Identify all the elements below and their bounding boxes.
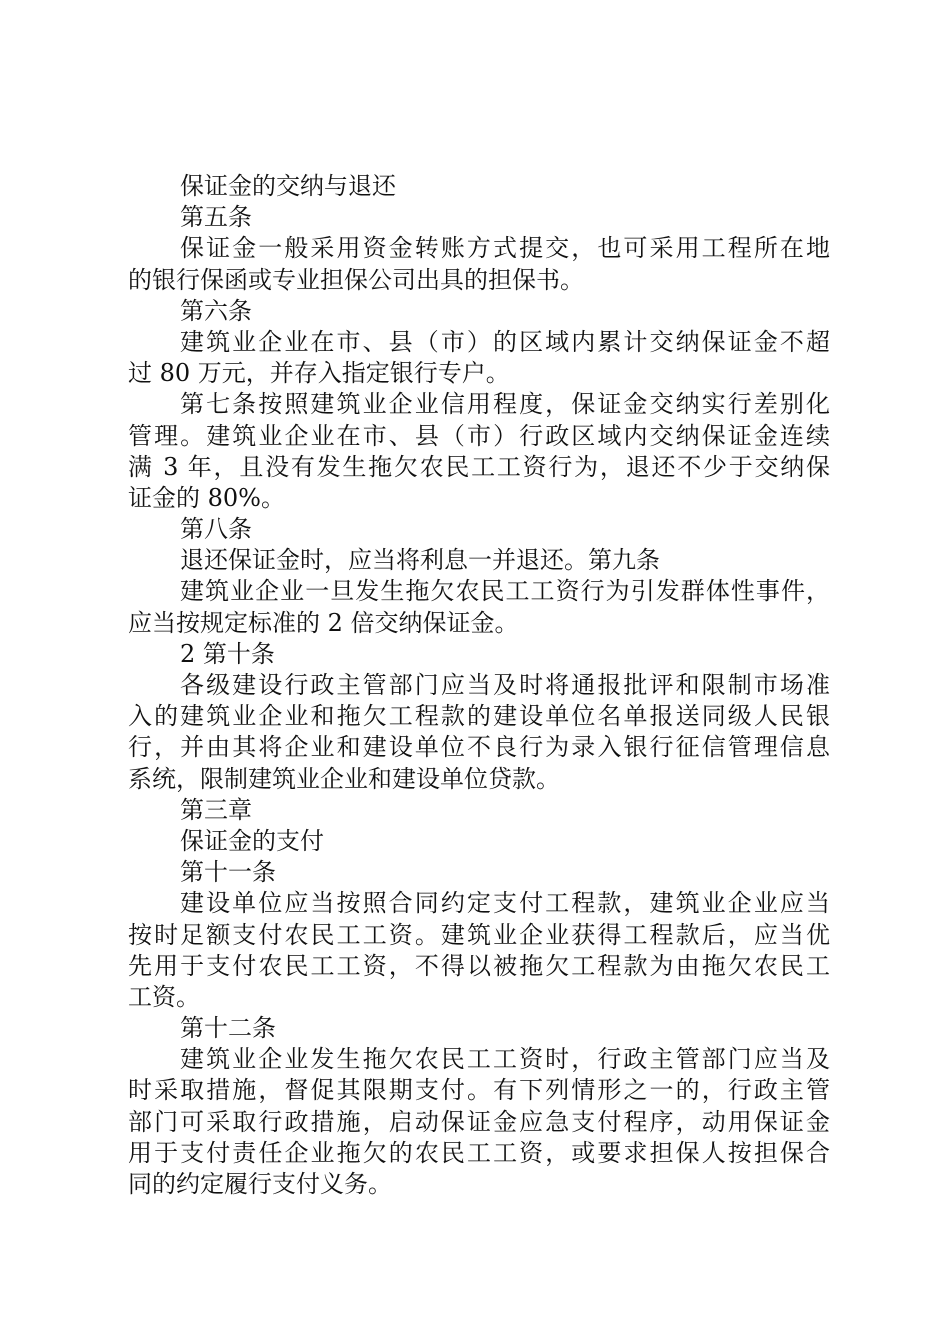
text-line: 用于支付责任企业拖欠的农民工工资，或要求担保人按担保合 xyxy=(128,1138,830,1167)
text-line: 时采取措施，督促其限期支付。有下列情形之一的，行政主管 xyxy=(128,1076,830,1105)
text-line: 部门可采取行政措施，启动保证金应急支付程序，动用保证金 xyxy=(128,1107,830,1136)
text-line: 第七条按照建筑业企业信用程度，保证金交纳实行差别化 xyxy=(180,390,830,419)
text-line: 保证金的支付 xyxy=(180,826,324,855)
text-line: 建筑业企业一旦发生拖欠农民工工资行为引发群体性事件， xyxy=(180,577,830,606)
text-line: 2 第十条 xyxy=(180,639,275,668)
text-line: 行，并由其将企业和建设单位不良行为录入银行征信管理信息 xyxy=(128,733,830,762)
text-line: 建筑业企业在市、县（市）的区域内累计交纳保证金不超 xyxy=(180,327,830,356)
text-line: 过 80 万元，并存入指定银行专户。 xyxy=(128,359,510,388)
text-line: 的银行保函或专业担保公司出具的担保书。 xyxy=(128,265,584,294)
text-line: 建设单位应当按照合同约定支付工程款，建筑业企业应当 xyxy=(180,889,830,918)
text-line: 第十二条 xyxy=(180,1014,276,1043)
text-line: 保证金的交纳与退还 xyxy=(180,172,396,200)
text-line: 同的约定履行支付义务。 xyxy=(128,1170,392,1198)
text-line: 第八条 xyxy=(180,515,252,544)
document-page xyxy=(128,171,830,1200)
text-line: 第十一条 xyxy=(180,858,276,887)
text-line: 第五条 xyxy=(180,203,252,232)
text-line: 满 3 年，且没有发生拖欠农民工工资行为，退还不少于交纳保 xyxy=(128,452,830,481)
text-line: 证金的 80%。 xyxy=(128,483,285,512)
text-line: 工资。 xyxy=(128,982,200,1011)
text-line: 管理。建筑业企业在市、县（市）行政区域内交纳保证金连续 xyxy=(128,421,830,450)
text-line: 建筑业企业发生拖欠农民工工资时，行政主管部门应当及 xyxy=(180,1045,830,1074)
text-line: 退还保证金时，应当将利息一并退还。第九条 xyxy=(180,546,660,575)
text-line: 按时足额支付农民工工资。建筑业企业获得工程款后，应当优 xyxy=(128,920,830,949)
text-line: 第三章 xyxy=(180,795,252,824)
text-line: 保证金一般采用资金转账方式提交，也可采用工程所在地 xyxy=(180,234,830,263)
text-line: 各级建设行政主管部门应当及时将通报批评和限制市场准 xyxy=(180,671,830,699)
text-line: 入的建筑业企业和拖欠工程款的建设单位名单报送同级人民银 xyxy=(128,702,830,731)
text-line: 先用于支付农民工工资，不得以被拖欠工程款为由拖欠农民工 xyxy=(128,951,830,980)
text-line: 第六条 xyxy=(180,296,252,325)
text-line: 系统，限制建筑业企业和建设单位贷款。 xyxy=(128,764,560,793)
text-line: 应当按规定标准的 2 倍交纳保证金。 xyxy=(128,608,519,637)
